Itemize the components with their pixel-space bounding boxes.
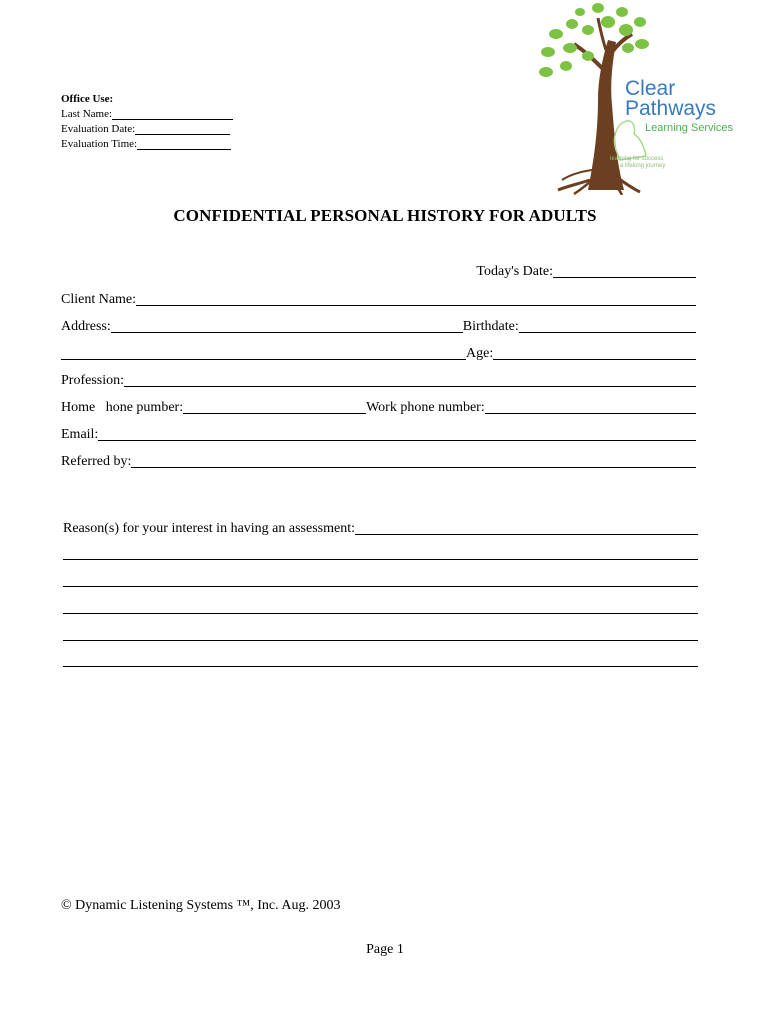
address-line2-field[interactable]	[61, 347, 466, 360]
reasons-row	[63, 519, 698, 537]
age-label: Age:	[466, 346, 494, 361]
reasons-line-6[interactable]	[63, 666, 698, 667]
office-evaluation-date-row	[61, 122, 233, 137]
client-name-field[interactable]	[136, 293, 696, 306]
reasons-line-3[interactable]	[63, 586, 698, 587]
office-evaluation-date-label: Evaluation Date:	[61, 123, 136, 135]
home-phone-field[interactable]	[183, 401, 366, 414]
office-evaluation-time-field[interactable]	[137, 138, 231, 150]
clear-pathways-logo	[528, 0, 748, 195]
profession-label: Profession:	[61, 373, 124, 388]
profession-field[interactable]	[124, 374, 696, 387]
office-evaluation-date-field[interactable]	[135, 123, 230, 135]
office-use-title: Office Use:	[61, 93, 114, 105]
logo-text-pathways: Pathways	[625, 97, 717, 120]
age-field[interactable]	[493, 347, 696, 360]
office-use-block	[61, 92, 233, 152]
reasons-line-2[interactable]	[63, 559, 698, 560]
address-field[interactable]	[111, 320, 463, 333]
reasons-field[interactable]	[355, 522, 698, 535]
referred-by-label: Referred by:	[61, 454, 132, 469]
profession-row	[61, 371, 696, 389]
todays-date-row	[61, 262, 696, 280]
email-field[interactable]	[98, 428, 696, 441]
copyright-footer: © Dynamic Listening Systems ™, Inc. Aug. 2003	[61, 898, 341, 913]
office-last-name-label: Last Name:	[61, 108, 113, 120]
email-row	[61, 425, 696, 443]
logo-text-learning-services: Learning Services	[645, 122, 734, 134]
page-title: CONFIDENTIAL PERSONAL HISTORY FOR ADULTS	[173, 206, 597, 225]
logo-tagline-1: learning for success	[610, 156, 664, 162]
office-evaluation-time-label: Evaluation Time:	[61, 138, 138, 150]
birthdate-label: Birthdate:	[462, 319, 519, 334]
reasons-line-4[interactable]	[63, 613, 698, 614]
work-phone-field[interactable]	[485, 401, 696, 414]
todays-date-label: Today's Date:	[476, 264, 553, 279]
email-label: Email:	[61, 427, 99, 442]
office-evaluation-time-row	[61, 137, 233, 152]
client-name-row	[61, 290, 696, 308]
logo-tagline-2: a lifelong journey	[620, 163, 666, 169]
reasons-line-5[interactable]	[63, 640, 698, 641]
birthdate-field[interactable]	[519, 320, 696, 333]
address-row	[61, 317, 696, 335]
home-phone-label: Home hone pumber:	[61, 400, 184, 415]
todays-date-field[interactable]	[553, 265, 696, 278]
phone-row	[61, 398, 696, 416]
reasons-label: Reason(s) for your interest in having an assessment:	[63, 521, 355, 536]
referred-by-field[interactable]	[131, 455, 696, 468]
logo-text-clear: Clear	[625, 77, 676, 100]
office-last-name-row	[61, 107, 233, 122]
address-label: Address:	[61, 319, 111, 334]
page-number: Page 1	[366, 942, 404, 957]
referred-by-row	[61, 452, 696, 470]
client-name-label: Client Name:	[61, 292, 137, 307]
office-last-name-field[interactable]	[112, 108, 233, 120]
address-age-row	[61, 344, 696, 362]
work-phone-label: Work phone number:	[366, 400, 485, 415]
